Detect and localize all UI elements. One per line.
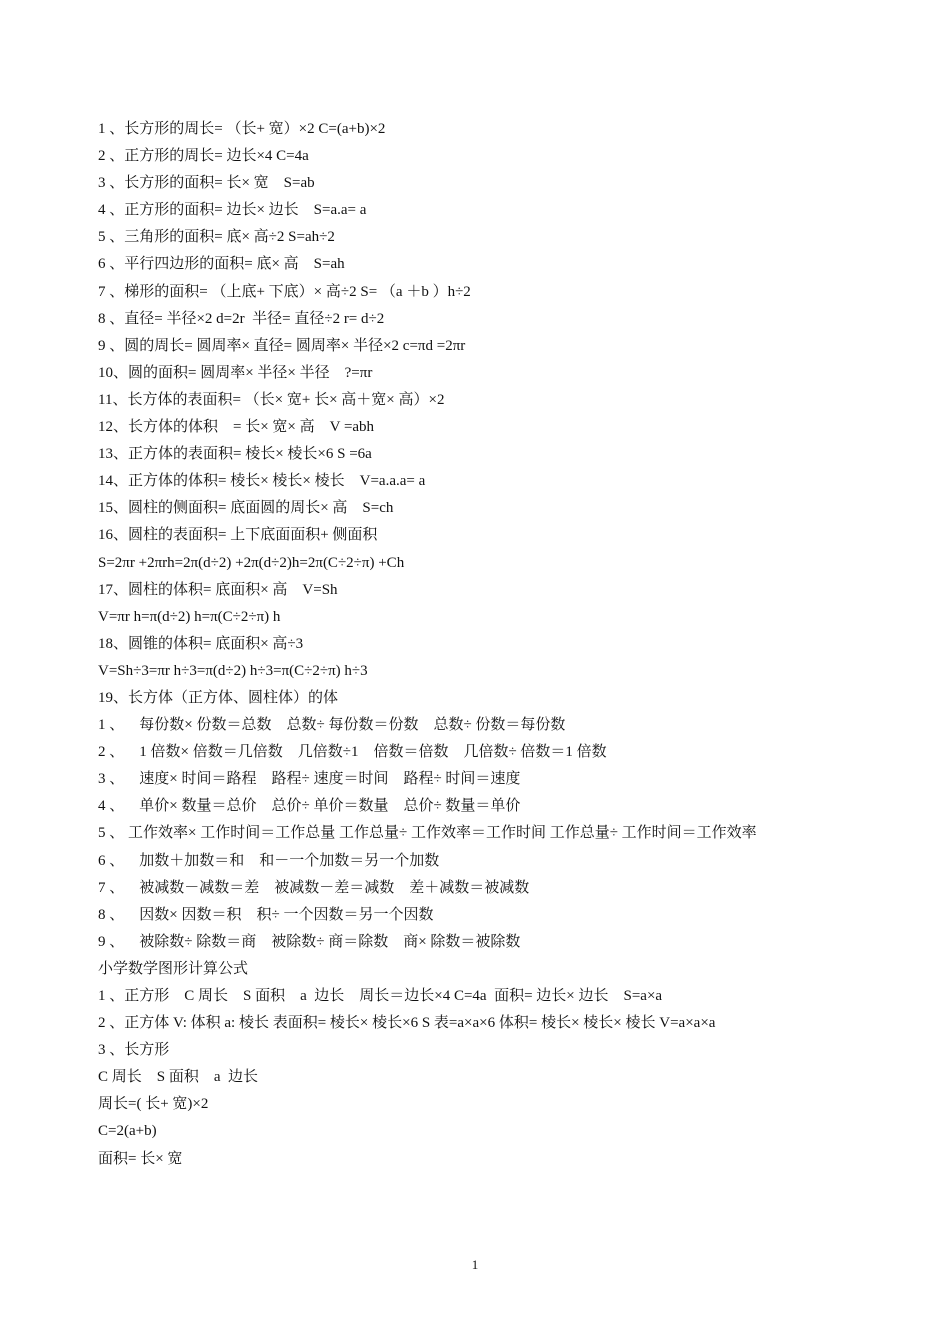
text-line: 周长=( 长+ 宽)×2 xyxy=(98,1096,209,1113)
text-line: V=Sh÷3=πr h÷3=π(d÷2) h÷3=π(C÷2÷π) h÷3 xyxy=(98,662,368,679)
text-line: 4 、 单价× 数量＝总价 总价÷ 单价＝数量 总价÷ 数量＝单价 xyxy=(98,798,521,815)
text-line: 19、长方体（正方体、圆柱体）的体 xyxy=(98,689,339,706)
text-line: 6 、 加数＋加数＝和 和－一个加数＝另一个加数 xyxy=(98,852,440,869)
text-line: 8 、 因数× 因数＝积 积÷ 一个因数＝另一个因数 xyxy=(98,906,434,923)
text-paragraph: 5 、 工作效率× 工作时间＝工作总量 工作总量÷ 工作效率＝工作时间 工作总量÷ 工作时间＝工作效率 xyxy=(98,825,757,842)
text-line: 4 、正方形的面积= 边长× 边长 S=a.a= a xyxy=(98,202,367,219)
text-line: 14、正方体的体积= 棱长× 棱长× 棱长 V=a.a.a= a xyxy=(98,473,426,490)
text-paragraph: 2 、正方体 V: 体积 a: 棱长 表面积= 棱长× 棱长×6 S 表=a×a×6 体积= 棱长× 棱长× 棱长 V=a×a×a xyxy=(98,1015,716,1032)
text-line: 5 、三角形的面积= 底× 高÷2 S=ah÷2 xyxy=(98,229,335,246)
text-line: 9 、圆的周长= 圆周率× 直径= 圆周率× 半径×2 c=πd =2πr xyxy=(98,337,466,354)
text-line: 面积= 长× 宽 xyxy=(98,1150,183,1167)
text-line: C=2(a+b) xyxy=(98,1123,157,1140)
text-line: 18、圆锥的体积= 底面积× 高÷3 xyxy=(98,635,304,652)
text-line: 7 、梯形的面积= （上底+ 下底）× 高÷2 S= （a ＋b ）h÷2 xyxy=(98,283,471,300)
text-line: C 周长 S 面积 a 边长 xyxy=(98,1069,259,1086)
text-line: 7 、 被减数－减数＝差 被减数－差＝减数 差＋减数＝被减数 xyxy=(98,879,530,896)
page-number: 1 xyxy=(471,1257,479,1272)
text-line: 16、圆柱的表面积= 上下底面面积+ 侧面积 xyxy=(98,527,378,544)
text-line: 17、圆柱的体积= 底面积× 高 V=Sh xyxy=(98,581,338,598)
text-line: 2 、 1 倍数× 倍数＝几倍数 几倍数÷1 倍数＝倍数 几倍数÷ 倍数＝1 倍数 xyxy=(98,744,607,761)
text-line: 13、正方体的表面积= 棱长× 棱长×6 S =6a xyxy=(98,446,372,463)
text-line: 10、圆的面积= 圆周率× 半径× 半径 ?=πr xyxy=(98,364,373,381)
text-line: S=2πr +2πrh=2π(d÷2) +2π(d÷2)h=2π(C÷2÷π) +Ch xyxy=(98,554,405,571)
text-line: 9 、 被除数÷ 除数＝商 被除数÷ 商＝除数 商× 除数＝被除数 xyxy=(98,933,521,950)
text-line: 8 、直径= 半径×2 d=2r 半径= 直径÷2 r= d÷2 xyxy=(98,310,385,327)
text-line: 15、圆柱的侧面积= 底面圆的周长× 高 S=ch xyxy=(98,500,394,517)
text-line: 12、长方体的体积 = 长× 宽× 高 V =abh xyxy=(98,419,375,436)
text-line: V=πr h=π(d÷2) h=π(C÷2÷π) h xyxy=(98,608,281,625)
text-line: 2 、正方形的周长= 边长×4 C=4a xyxy=(98,148,309,165)
section-heading: 小学数学图形计算公式 xyxy=(98,960,249,977)
text-line: 3 、长方形的面积= 长× 宽 S=ab xyxy=(98,175,315,192)
document-body xyxy=(98,116,854,1173)
text-line: 11、长方体的表面积= （长× 宽+ 长× 高＋宽× 高）×2 xyxy=(98,391,445,408)
text-line: 1 、长方形的周长= （长+ 宽）×2 C=(a+b)×2 xyxy=(98,121,386,137)
text-line: 1 、正方形 C 周长 S 面积 a 边长 周长＝边长×4 C=4a 面积= 边长× 边长 S=a×a xyxy=(98,988,663,1004)
text-line: 3 、长方形 xyxy=(98,1042,170,1059)
text-line: 3 、 速度× 时间＝路程 路程÷ 速度＝时间 路程÷ 时间＝速度 xyxy=(98,771,521,788)
text-line: 6 、平行四边形的面积= 底× 高 S=ah xyxy=(98,256,345,273)
text-line: 1 、 每份数× 份数＝总数 总数÷ 每份数＝份数 总数÷ 份数＝每份数 xyxy=(98,717,566,734)
